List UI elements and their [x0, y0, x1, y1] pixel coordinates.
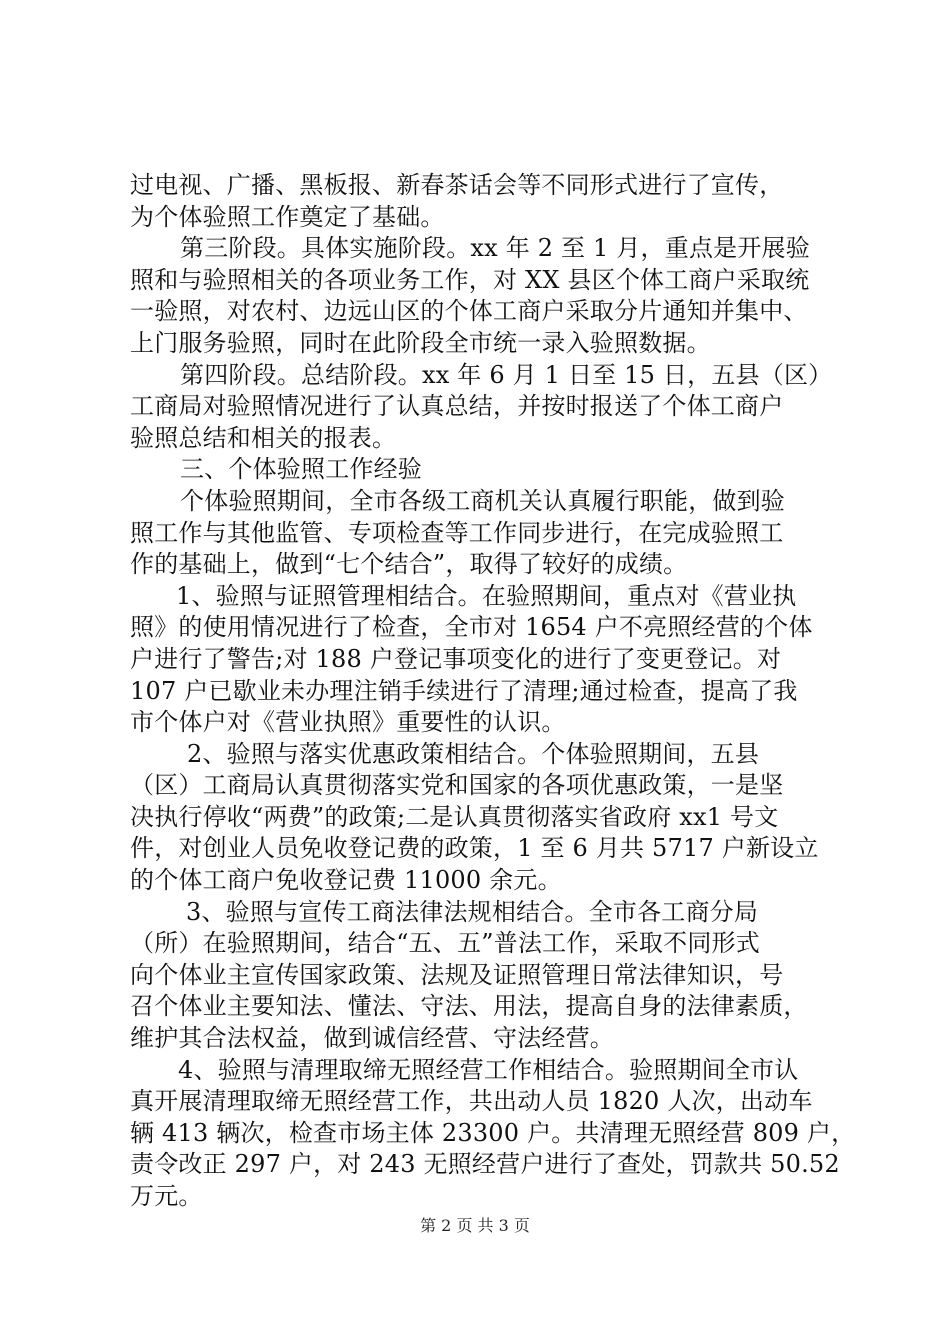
page-number-footer: 第 2 页 共 3 页	[420, 1216, 530, 1235]
text-line: （区）工商局认真贯彻落实党和国家的各项优惠政策，一是坚	[130, 771, 784, 800]
text-line: 2、验照与落实优惠政策相结合。个体验照期间，五县	[187, 739, 760, 768]
text-line: 责令改正 297 户，对 243 无照经营户进行了查处，罚款共 50.52	[130, 1150, 840, 1179]
text-line: 第三阶段。具体实施阶段。xx 年 2 至 1 月，重点是开展验	[180, 234, 810, 263]
text-line: 维护其合法权益，做到诚信经营、守法经营。	[130, 1024, 614, 1053]
text-line: 真开展清理取缔无照经营工作，共出动人员 1820 人次，出动车	[130, 1087, 813, 1116]
text-line: 照和与验照相关的各项业务工作，对 XX 县区个体工商户采取统	[130, 265, 810, 294]
text-line: （所）在验照期间，结合“五、五”普法工作，采取不同形式	[130, 929, 760, 958]
text-line: 107 户已歇业未办理注销手续进行了清理;通过检查，提高了我	[130, 676, 798, 705]
text-line: 向个体业主宣传国家政策、法规及证照管理日常法律知识，号	[130, 960, 784, 989]
text-line: 过电视、广播、黑板报、新春茶话会等不同形式进行了宣传，	[130, 171, 784, 199]
text-line: 4、验照与清理取缔无照经营工作相结合。验照期间全市认	[178, 1055, 799, 1084]
text-line: 召个体业主要知法、懂法、守法、用法，提高自身的法律素质，	[130, 992, 808, 1021]
text-line: 户进行了警告;对 188 户登记事项变化的进行了变更登记。对	[130, 644, 782, 673]
text-line: 照》的使用情况进行了检查，全市对 1654 户不亮照经营的个体	[130, 613, 813, 642]
text-line: 决执行停收“两费”的政策;二是认真贯彻落实省政府 xx1 号文	[130, 802, 779, 831]
text-line: 件，对创业人员免收登记费的政策，1 至 6 月共 5717 户新设立	[130, 834, 819, 863]
document-body	[130, 170, 856, 1213]
text-line: 的个体工商户免收登记费 11000 余元。	[130, 866, 562, 895]
text-line: 个体验照期间，全市各级工商机关认真履行职能，做到验	[180, 486, 785, 515]
text-line: 1、验照与证照管理相结合。在验照期间，重点对《营业执	[176, 581, 797, 610]
text-line: 第四阶段。总结阶段。xx 年 6 月 1 日至 15 日，五县（区）	[180, 360, 833, 389]
text-line: 照工作与其他监管、专项检查等工作同步进行，在完成验照工	[130, 518, 784, 547]
section-heading: 三、个体验照工作经验	[180, 455, 422, 484]
text-line: 为个体验照工作奠定了基础。	[130, 202, 445, 231]
text-line: 万元。	[130, 1182, 203, 1210]
text-line: 上门服务验照，同时在此阶段全市统一录入验照数据。	[130, 328, 711, 357]
text-line: 验照总结和相关的报表。	[130, 423, 397, 452]
text-line: 一验照，对农村、边远山区的个体工商户采取分片通知并集中、	[130, 297, 808, 326]
text-line: 3、验照与宣传工商法律法规相结合。全市各工商分局	[186, 897, 759, 926]
text-line: 作的基础上，做到“七个结合”，取得了较好的成绩。	[130, 550, 688, 579]
text-line: 辆 413 辆次，检查市场主体 23300 户。共清理无照经营 809 户，	[130, 1118, 856, 1147]
text-line: 工商局对验照情况进行了认真总结，并按时报送了个体工商户	[130, 392, 784, 421]
text-line: 市个体户对《营业执照》重要性的认识。	[130, 708, 566, 737]
